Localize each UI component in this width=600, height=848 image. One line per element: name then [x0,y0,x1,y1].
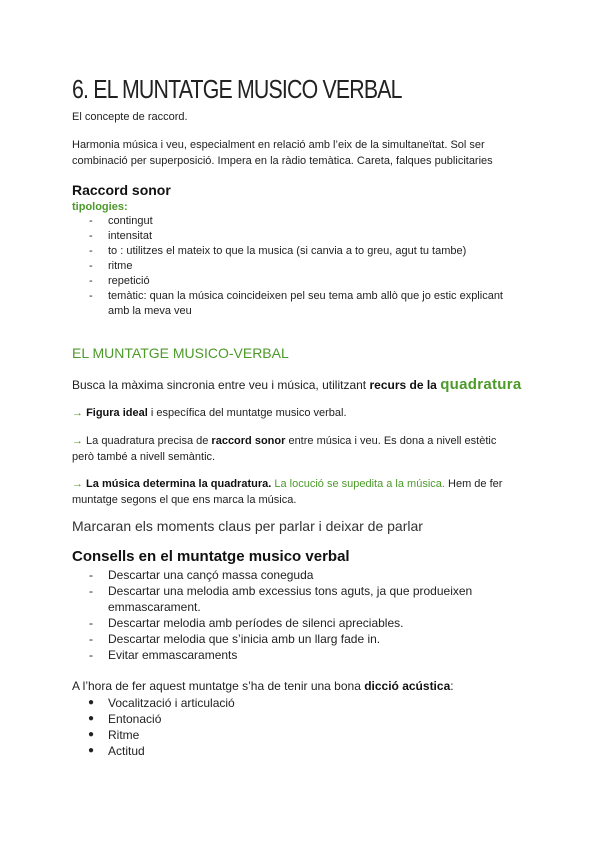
list-item [72,727,532,743]
list-item [72,583,532,599]
list-item [72,615,532,631]
section-heading: EL MUNTATGE MUSICO-VERBAL [72,345,289,361]
dash-marker: - [89,632,93,646]
list-item [72,229,532,244]
diccio-bold: dicció acústica [364,679,451,693]
tipologies-list [72,214,532,319]
raccord-bold: raccord sonor [211,435,286,447]
list-item-text: Vocalització i articulació [108,696,235,710]
list-item-text: Entonació [108,712,162,726]
page-title: 6. EL MUNTATGE MUSICO VERBAL [72,74,402,104]
bullet-icon: ● [88,697,95,708]
list-item-text: Descartar melodia que s’inicia amb un llarg fade in. [108,632,381,646]
quadratura-paragraph [72,433,532,465]
arrow-icon: → [72,435,83,447]
list-item-text: Actitud [108,744,145,758]
intro-text: El concepte de raccord. [72,111,188,123]
busca-bold: recurs de la [369,378,441,392]
locucio-green: La locució se supedita a la música. [271,478,445,490]
list-item-text: amb la meva veu [108,305,192,317]
hora-suffix: : [450,679,454,693]
diccio-list [72,695,532,759]
harmonia-line-1: Harmonia música i veu, especialment en relació amb l’eix de la simultaneïtat. Sol ser [72,139,485,151]
list-item-text: Descartar melodia amb períodes de silenci apreciables. [108,616,404,630]
figura-paragraph [72,407,347,419]
list-item-text: emmascarament. [108,600,201,614]
list-item-text: temàtic: quan la música coincideixen pel seu tema amb allò que jo estic explicant [108,290,503,302]
list-item [72,599,532,615]
determina-text: Hem de fer [444,478,503,490]
quadratura-text: La quadratura precisa de [83,435,212,447]
list-item [72,567,532,583]
busca-text: Busca la màxima sincronia entre veu i música, utilitzant [72,378,370,392]
arrow-icon: → [72,407,83,419]
list-item-text: intensitat [108,230,153,242]
determina-paragraph [72,476,532,508]
list-item [72,711,532,727]
list-item-text: to : utilitzes el mateix to que la musica (si canvia a to greu, agut tu tambe) [108,245,467,257]
figura-bold: Figura ideal [86,407,148,419]
harmonia-paragraph [72,137,532,169]
raccord-heading: Raccord sonor [72,182,171,198]
dash-marker: - [89,568,93,582]
dash-marker: - [89,245,93,257]
list-item [72,695,532,711]
dash-marker: - [89,290,93,302]
dash-marker: - [89,275,93,287]
list-item-text: repetició [108,275,150,287]
arrow-icon: → [72,478,83,490]
consells-heading: Consells en el muntatge musico verbal [72,548,350,565]
determina-bold: La música determina la quadratura. [83,478,272,490]
hora-text: A l’hora de fer aquest muntatge s’ha de tenir una bona [72,679,365,693]
bullet-icon: ● [88,729,95,740]
list-item [72,631,532,647]
list-item [72,647,532,663]
list-item-text: Evitar emmascaraments [108,648,238,662]
dash-marker: - [89,648,93,662]
list-item [72,304,532,319]
dash-marker: - [89,260,93,272]
quadratura-line-1 [72,433,532,449]
quadratura-text-2: entre música i veu. Es dona a nivell estètic [285,435,497,447]
busca-paragraph [72,376,522,393]
dash-marker: - [89,215,93,227]
list-item [72,743,532,759]
dash-marker: - [89,584,93,598]
list-item [72,289,532,304]
quadratura-keyword: quadratura [440,376,522,393]
list-item-text: Descartar una cançó massa coneguda [108,568,314,582]
marcaran-text: Marcaran els moments claus per parlar i deixar de parlar [72,518,423,534]
bullet-icon: ● [88,745,95,756]
list-item-text: contingut [108,215,153,227]
list-item [72,259,532,274]
list-item-text: ritme [108,260,133,272]
harmonia-line-2: combinació per superposició. Impera en la ràdio temàtica. Careta, falques publicitaries [72,155,493,167]
tipologies-label: tipologies: [72,201,128,213]
list-item [72,214,532,229]
consells-list [72,567,532,663]
list-item [72,244,532,259]
determina-line-2: muntatge segons el que ens marca la música. [72,494,297,506]
determina-line-1 [72,476,532,492]
bullet-icon: ● [88,713,95,724]
list-item-text: Ritme [108,728,140,742]
list-item [72,274,532,289]
dash-marker: - [89,616,93,630]
list-item-text: Descartar una melodia amb excessius tons aguts, ja que produeixen [108,584,473,598]
hora-paragraph [72,679,454,693]
quadratura-line-2: però també a nivell semàntic. [72,451,216,463]
figura-text: i específica del muntatge musico verbal. [147,407,347,419]
dash-marker: - [89,230,93,242]
